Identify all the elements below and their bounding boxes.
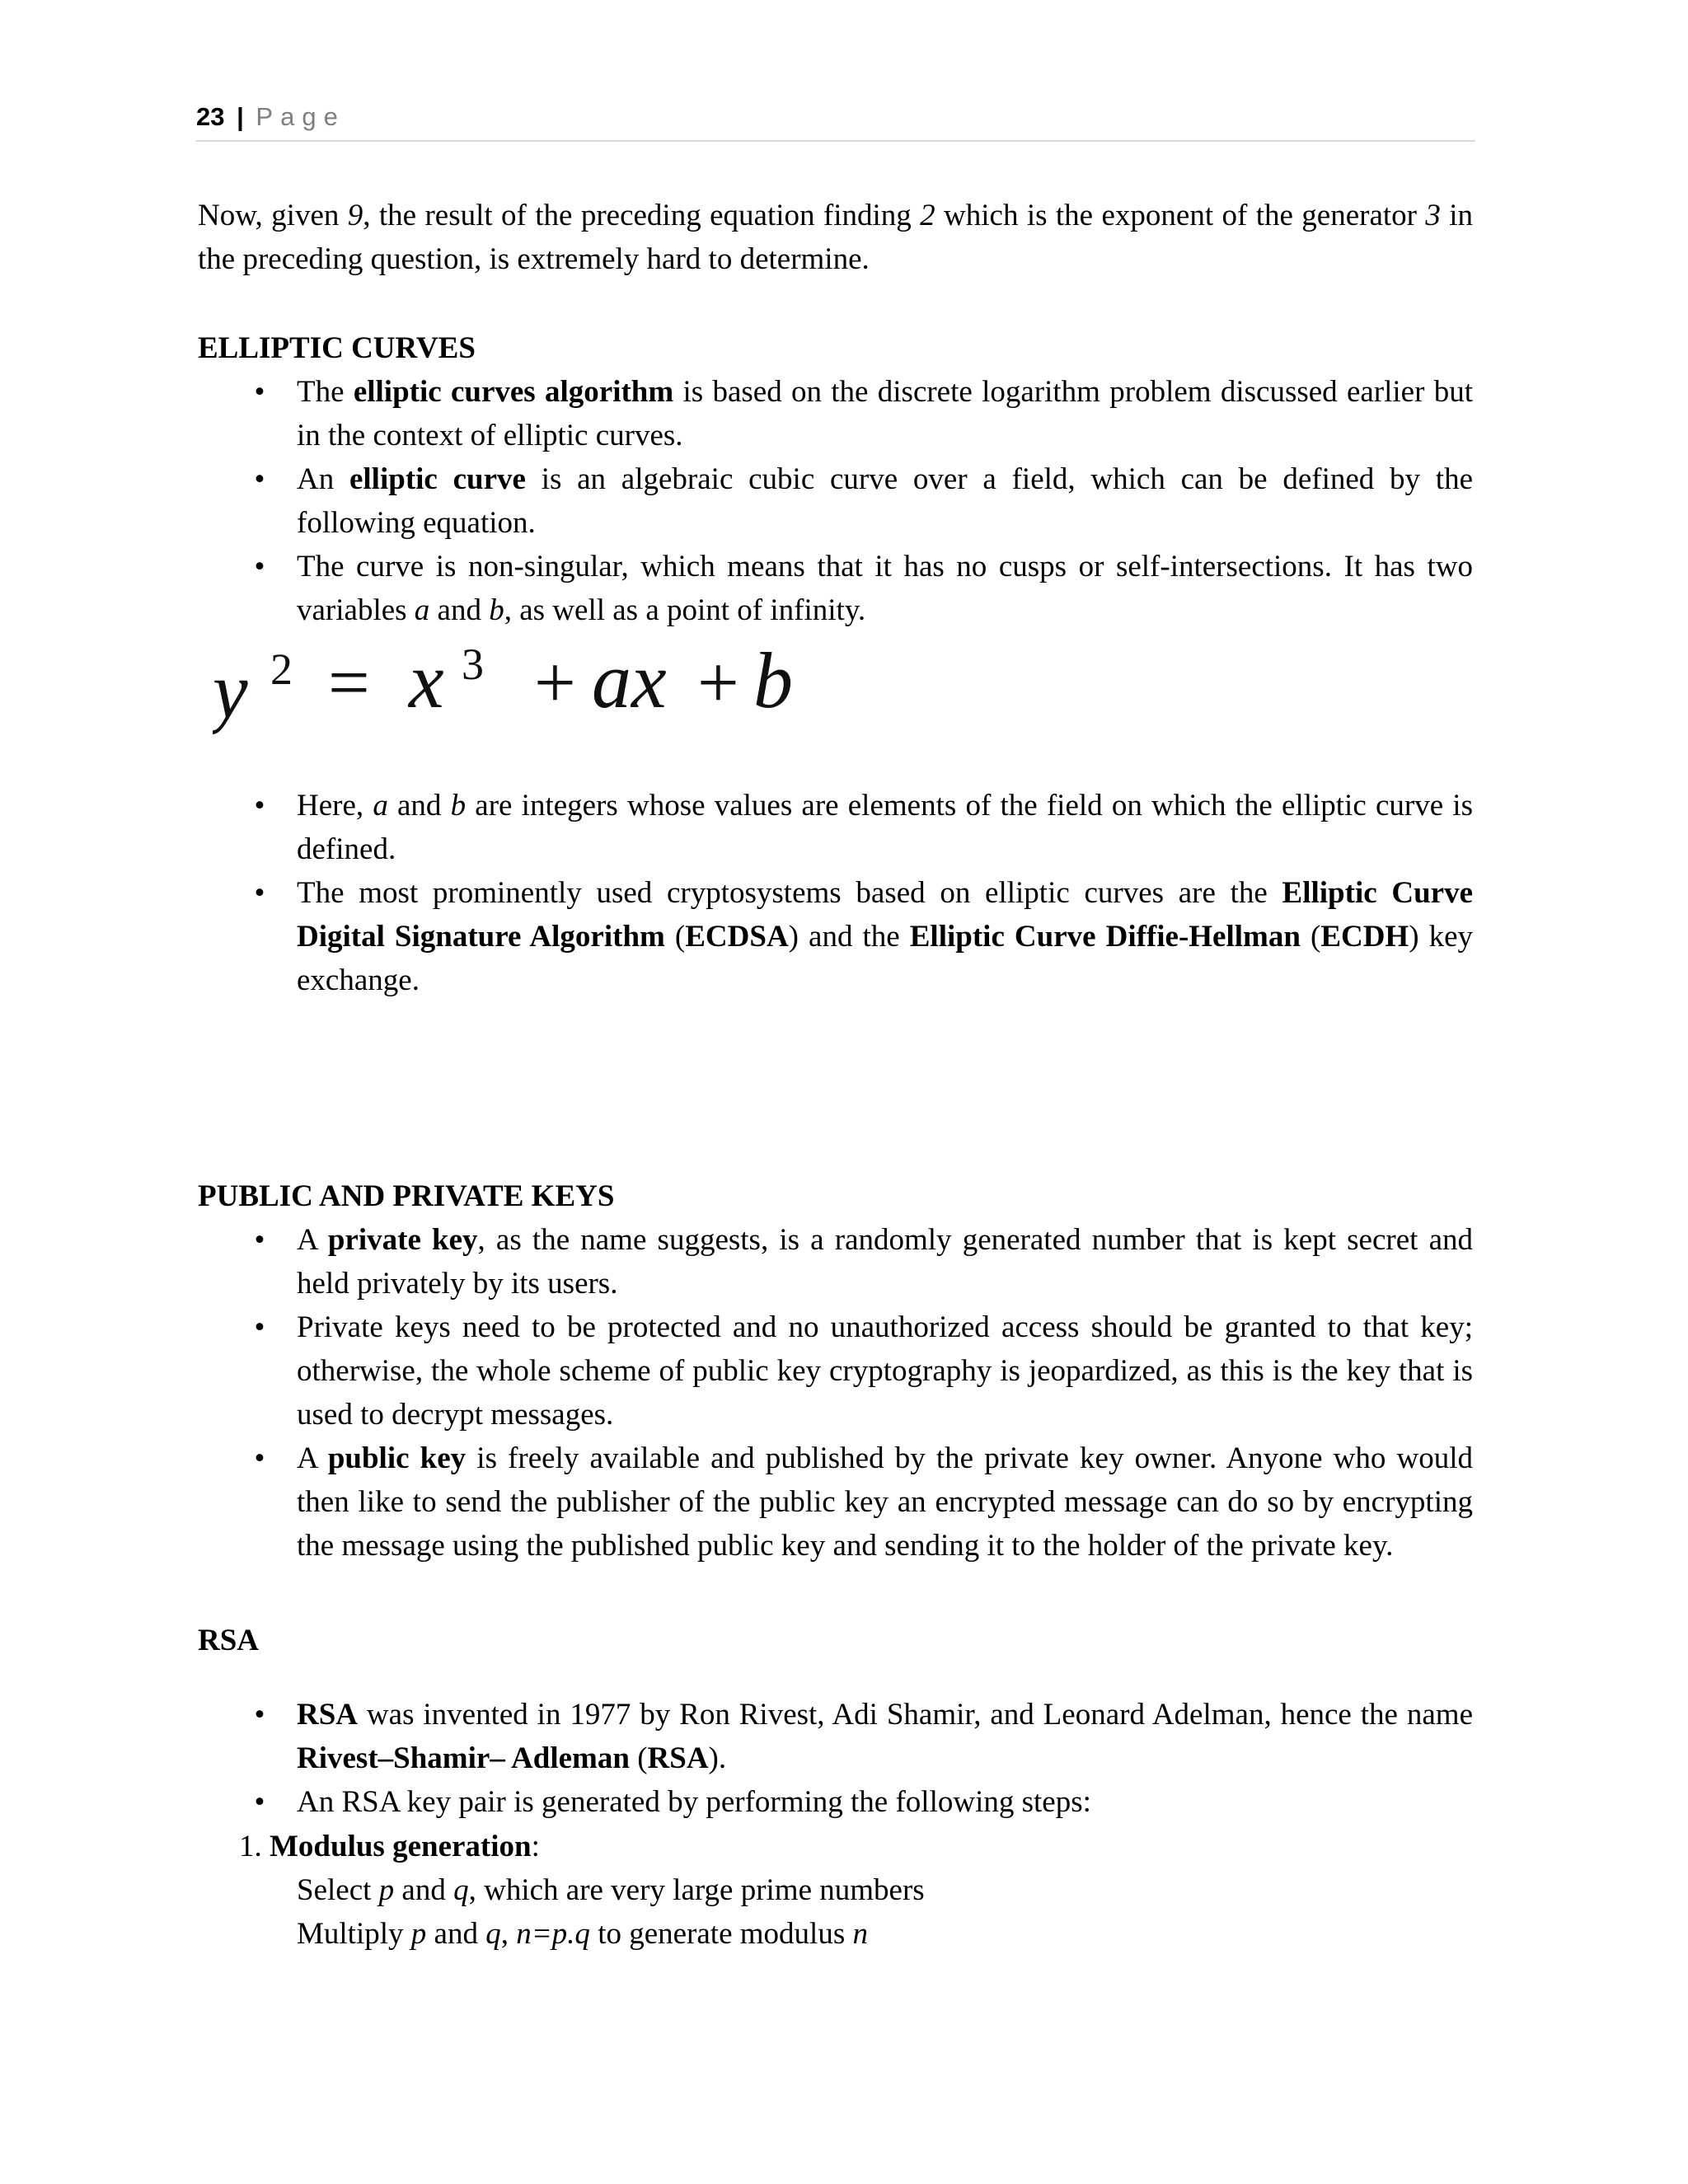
bullet-icon: • xyxy=(254,550,265,583)
intro-finding-value: 2 xyxy=(920,199,935,232)
intro-given-value: 9 xyxy=(347,199,363,232)
bullet-bold-term: Rivest–Shamir– Adleman xyxy=(297,1741,630,1775)
page-label: Page xyxy=(256,102,345,131)
bullet-text: are integers whose values are elements of the field on which the elliptic curve is defined. xyxy=(297,789,1473,866)
variable-q: q xyxy=(485,1917,501,1951)
step-line xyxy=(239,1868,1475,1912)
bullet-bold-term: elliptic curve xyxy=(349,462,526,496)
variable-b: b xyxy=(450,789,467,823)
page-header xyxy=(196,97,1475,142)
list-item xyxy=(198,1693,1473,1780)
list-item xyxy=(198,1218,1473,1305)
bullet-bold-term: Elliptic Curve Digital Signature Algorithm xyxy=(297,876,1473,954)
list-item xyxy=(198,1436,1473,1568)
elliptic-bullet-list-continued xyxy=(198,784,1473,1002)
equation-x: x xyxy=(409,649,444,724)
bullet-text: A xyxy=(297,1223,328,1257)
variable-a: a xyxy=(373,789,388,823)
bullet-icon: • xyxy=(254,1698,265,1732)
equation-b: b xyxy=(753,649,793,724)
section-heading-elliptic-curves: ELLIPTIC CURVES xyxy=(198,331,476,365)
bullet-bold-term: ECDSA xyxy=(685,920,789,954)
bullet-text: is freely available and published by the private key owner. Anyone who would then like to send the publisher of the public key an encrypted message can do so by encrypting the message using the published public key and sending it to the holder of the private key. xyxy=(297,1441,1473,1563)
bullet-bold-term: RSA xyxy=(647,1741,709,1775)
bullet-text: ) key exchange. xyxy=(297,920,1474,997)
intro-text: Now, given xyxy=(198,199,348,232)
bullet-text: Here, xyxy=(297,789,373,823)
step-heading xyxy=(239,1825,1475,1868)
elliptic-curve-equation xyxy=(213,649,856,748)
bullet-text: Private keys need to be protected and no unauthorized access should be granted to that key; otherwise, the whole scheme of public key cryptography is jeopardized, as this is the key that is used to decrypt messages. xyxy=(297,1310,1473,1432)
bullet-text: The xyxy=(297,375,354,409)
step-text: , xyxy=(500,1917,517,1951)
variable-b: b xyxy=(489,593,504,627)
modulus-formula: n=p.q xyxy=(516,1917,590,1951)
equation-ax: ax xyxy=(592,649,667,724)
bullet-text: ( xyxy=(629,1741,648,1775)
step-text: to generate modulus xyxy=(589,1917,853,1951)
rsa-bullet-list xyxy=(198,1693,1473,1824)
keys-bullet-list xyxy=(198,1218,1473,1568)
bullet-bold-term: elliptic curves algorithm xyxy=(353,375,674,409)
bullet-icon: • xyxy=(254,1441,265,1475)
bullet-text: and xyxy=(387,789,451,823)
elliptic-bullet-list xyxy=(198,370,1473,632)
bullet-text: ) and the xyxy=(788,920,910,954)
bullet-text: An xyxy=(297,462,349,496)
bullet-text: is based on the discrete logarithm problem discussed earlier but in the context of elliptic curves. xyxy=(297,375,1473,452)
bullet-icon: • xyxy=(254,1310,265,1344)
list-item xyxy=(198,370,1473,457)
variable-p: p xyxy=(410,1917,427,1951)
bullet-text: was invented in 1977 by Ron Rivest, Adi Shamir, and Leonard Adelman, hence the name xyxy=(358,1698,1473,1732)
bullet-text: An RSA key pair is generated by performing the following steps: xyxy=(297,1785,1091,1819)
bullet-icon: • xyxy=(254,876,265,910)
bullet-text: is an algebraic cubic curve over a field, which can be defined by the following equation. xyxy=(297,462,1473,540)
section-heading-rsa: RSA xyxy=(198,1624,260,1657)
intro-paragraph xyxy=(198,194,1473,281)
bullet-text: and xyxy=(429,593,490,627)
step-text: and xyxy=(394,1873,454,1907)
intro-text: in the preceding question, is extremely hard to determine. xyxy=(198,199,1474,276)
list-item xyxy=(198,871,1473,1002)
intro-text: which is the exponent of the generator xyxy=(935,199,1426,232)
list-item xyxy=(198,1780,1473,1824)
bullet-icon: • xyxy=(254,1785,265,1819)
list-item xyxy=(198,784,1473,871)
bullet-icon: • xyxy=(254,375,265,409)
bullet-bold-term: public key xyxy=(327,1441,467,1475)
bullet-bold-term: Elliptic Curve Diffie-Hellman xyxy=(909,920,1301,954)
bullet-icon: • xyxy=(254,1223,265,1257)
bullet-icon: • xyxy=(254,462,265,496)
list-item xyxy=(198,1305,1473,1436)
variable-q: q xyxy=(453,1873,469,1907)
equation-plus: + xyxy=(534,649,576,724)
bullet-text: , as the name suggests, is a randomly generated number that is kept secret and held privately by its users. xyxy=(297,1223,1473,1301)
rsa-steps xyxy=(239,1825,1475,1956)
header-separator: | xyxy=(237,102,244,131)
bullet-icon: • xyxy=(254,789,265,823)
bullet-text: The curve is non-singular, which means that it has no cusps or self-intersections. It has two variables xyxy=(297,550,1473,627)
bullet-bold-term: ECDH xyxy=(1320,920,1409,954)
step-colon: : xyxy=(531,1830,540,1863)
variable-p: p xyxy=(378,1873,395,1907)
step-text: and xyxy=(426,1917,486,1951)
intro-generator-value: 3 xyxy=(1425,199,1441,232)
step-title: Modulus generation xyxy=(270,1830,532,1863)
section-heading-public-private-keys: PUBLIC AND PRIVATE KEYS xyxy=(198,1179,615,1213)
step-text: , which are very large prime numbers xyxy=(468,1873,925,1907)
bullet-text: A xyxy=(297,1441,328,1475)
variable-n: n xyxy=(852,1917,868,1951)
equation-y-exponent: 2 xyxy=(270,649,293,694)
bullet-text: The most prominently used cryptosystems based on elliptic curves are the xyxy=(297,876,1282,910)
step-line xyxy=(239,1912,1475,1956)
bullet-text: ). xyxy=(708,1741,727,1775)
step-number: 1. xyxy=(239,1830,270,1863)
bullet-text: ( xyxy=(1300,920,1321,954)
equation-x-exponent: 3 xyxy=(462,649,484,689)
equation-y: y xyxy=(213,649,248,734)
equation-equals: = xyxy=(328,649,370,724)
intro-text: , the result of the preceding equation finding xyxy=(363,199,921,232)
list-item xyxy=(198,545,1473,632)
bullet-text: , as well as a point of infinity. xyxy=(504,593,866,627)
step-text: Multiply xyxy=(297,1917,411,1951)
bullet-bold-term: private key xyxy=(327,1223,478,1257)
bullet-text: ( xyxy=(664,920,686,954)
equation-plus: + xyxy=(697,649,739,724)
bullet-bold-term: RSA xyxy=(297,1698,359,1732)
list-item xyxy=(198,457,1473,545)
variable-a: a xyxy=(414,593,430,627)
page-number: 23 xyxy=(196,102,225,131)
step-text: Select xyxy=(297,1873,379,1907)
